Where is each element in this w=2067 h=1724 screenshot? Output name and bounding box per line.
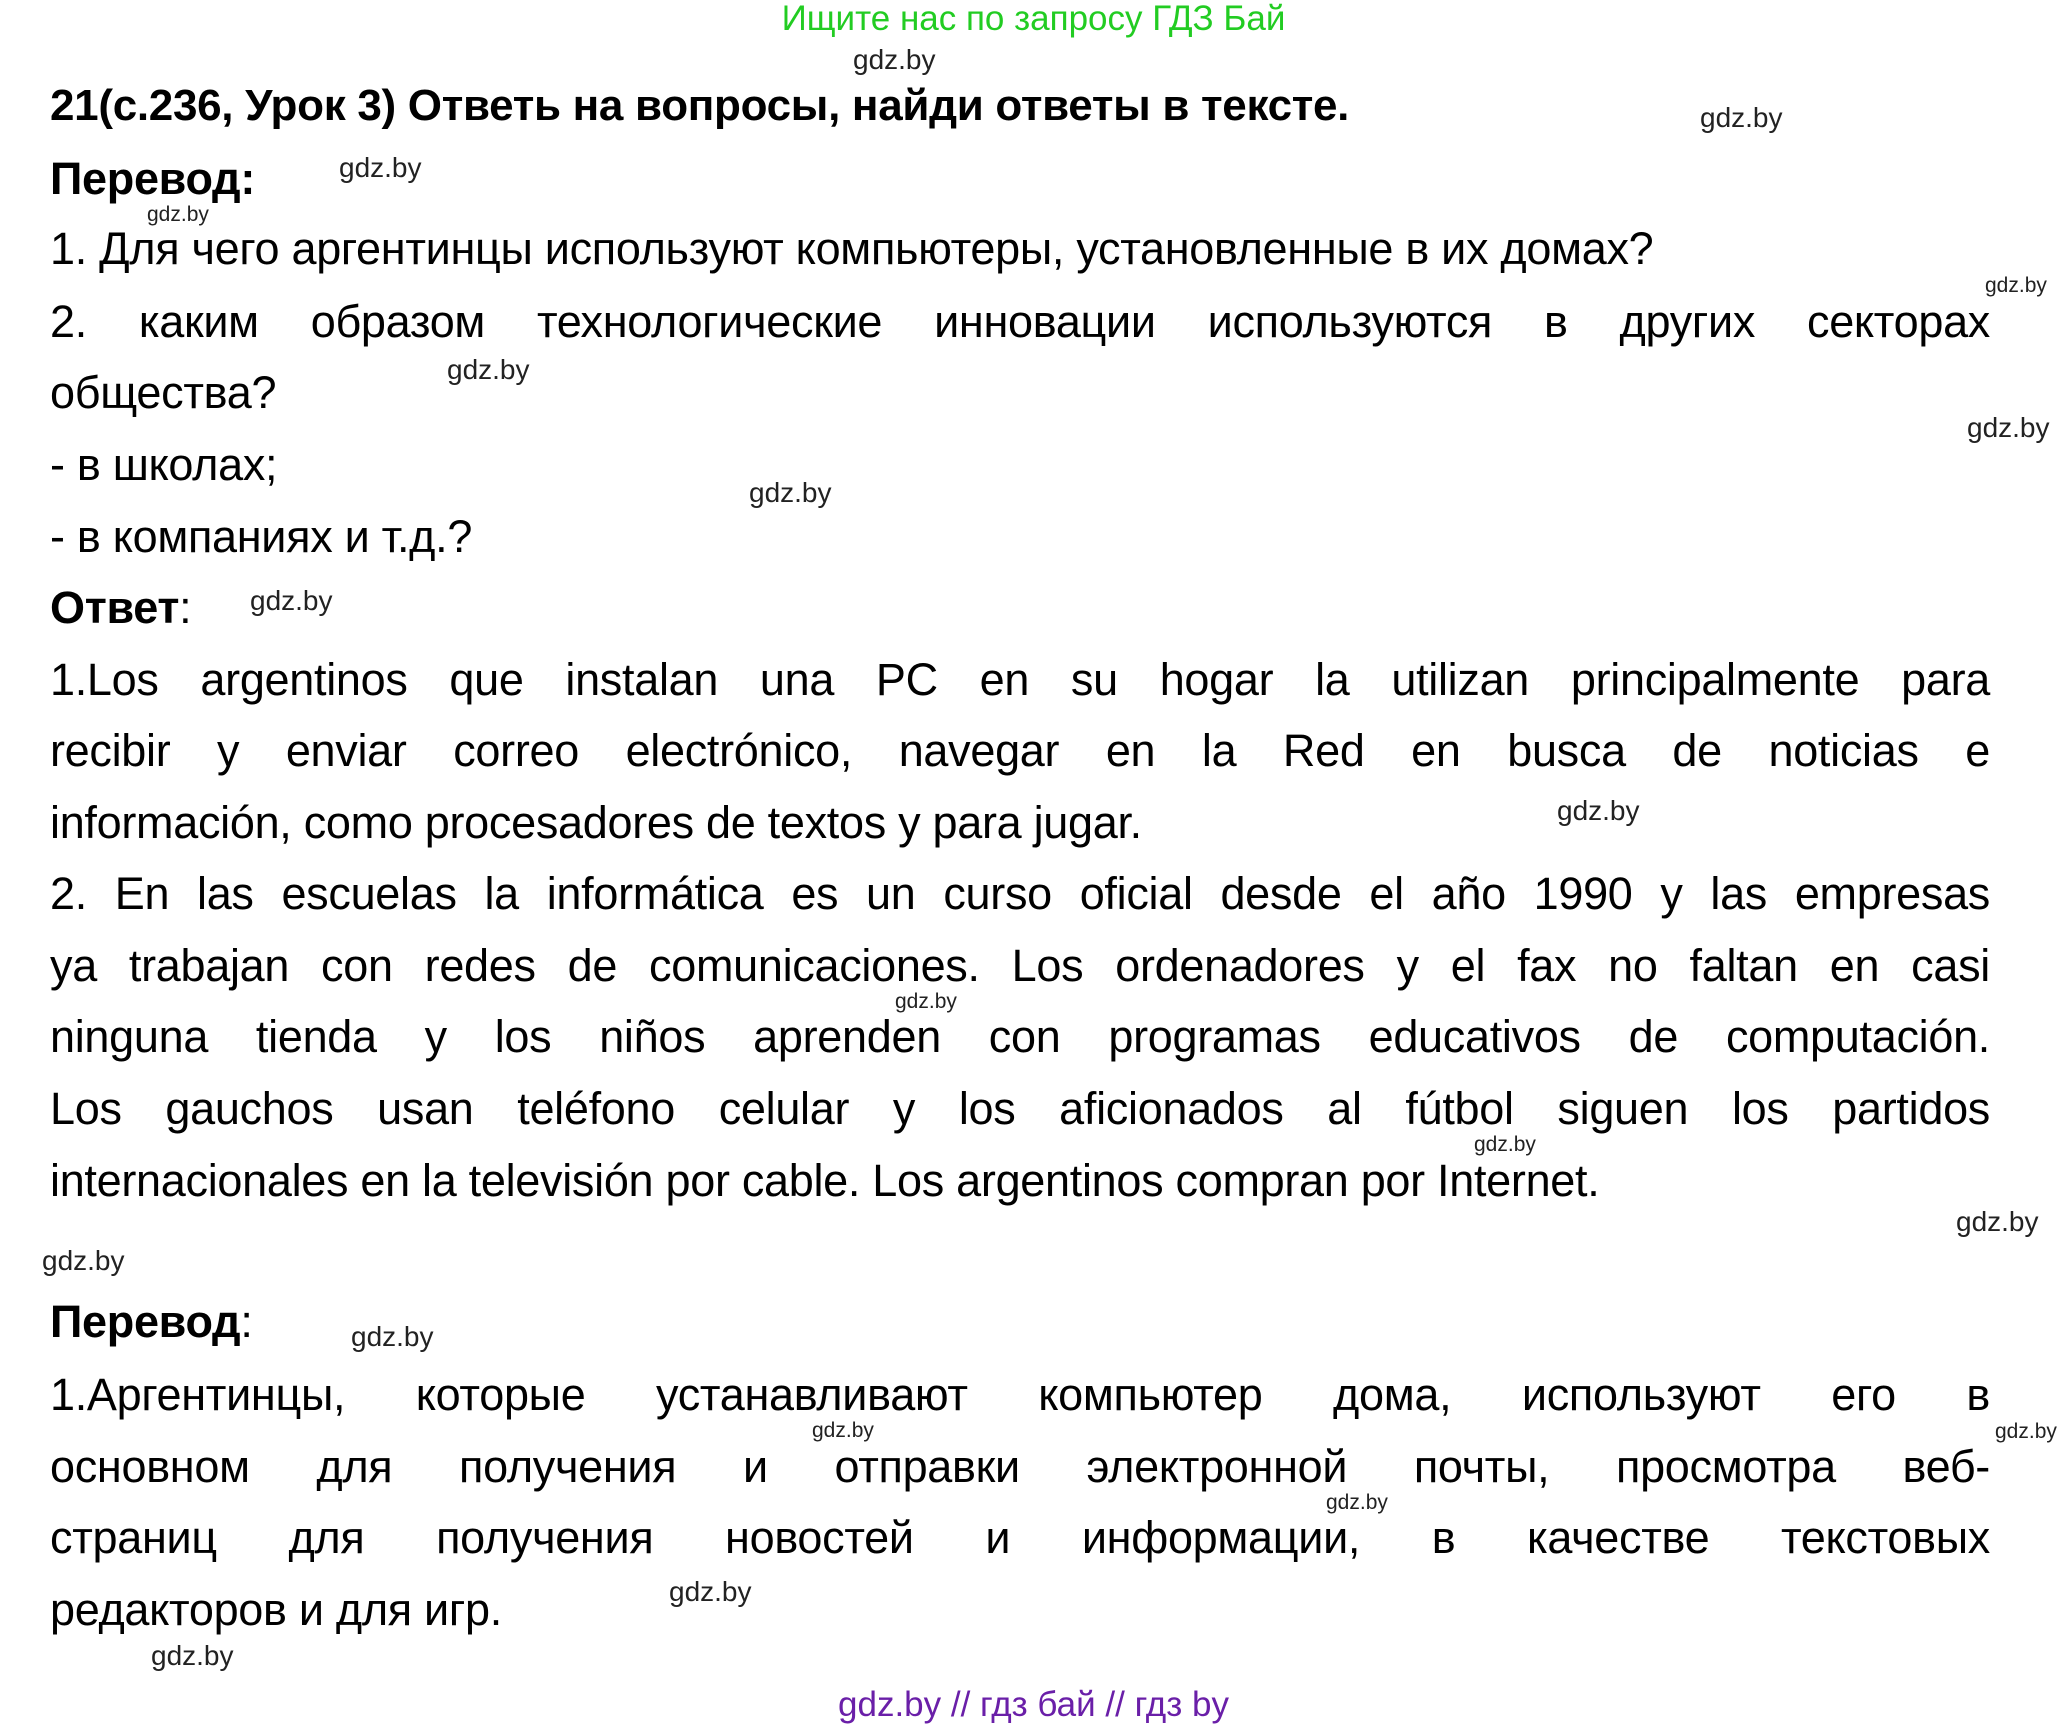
watermark: gdz.by (1956, 1206, 2039, 1237)
watermark: gdz.by (1995, 1420, 2057, 1443)
watermark: gdz.by (351, 1321, 434, 1352)
translation-2-label: Перевод (50, 1296, 241, 1347)
translation-2-colon: : (240, 1296, 253, 1347)
watermark: gdz.by (1967, 412, 2050, 443)
watermark: gdz.by (749, 477, 832, 508)
answer-line: información, como procesadores de textos y para jugar. (50, 797, 1142, 848)
watermark: gdz.by (669, 1576, 752, 1607)
question-line: общества? (50, 367, 277, 418)
translation-line: 1.Аргентинцы, которые устанавливают компьютер дома, используют его в (50, 1369, 1990, 1420)
answer-line: Los gauchos usan teléfono celular y los aficionados al fútbol siguen los partidos (50, 1083, 1990, 1134)
watermark: gdz.by (447, 354, 530, 385)
translation-line: основном для получения и отправки электронной почты, просмотра веб- (50, 1441, 1990, 1492)
translation-line: редакторов и для игр. (50, 1584, 502, 1635)
watermark: gdz.by (895, 990, 957, 1013)
answer-line: 2. En las escuelas la informática es un curso oficial desde el año 1990 y las empresas (50, 868, 1990, 919)
header-banner: Ищите нас по запросу ГДЗ Бай (781, 0, 1286, 38)
answer-line: ya trabajan con redes de comunicaciones. Los ordenadores y el fax no faltan en casi (50, 940, 1990, 991)
question-line: - в школах; (50, 439, 278, 490)
answer-line: 1.Los argentinos que instalan una PC en su hogar la utilizan principalmente para (50, 654, 1990, 705)
answer-line: ninguna tienda y los niños aprenden con programas educativos de computación. (50, 1011, 1990, 1062)
watermark: gdz.by (1700, 102, 1783, 133)
answer-colon: : (179, 582, 192, 633)
task-title: 21(с.236, Урок 3) Ответь на вопросы, найди ответы в тексте. (50, 81, 1350, 130)
translation-2-heading (50, 1298, 253, 1346)
watermark: gdz.by (1985, 274, 2047, 297)
footer-links: gdz.by // гдз бай // гдз by (838, 1685, 1229, 1724)
question-line: - в компаниях и т.д.? (50, 511, 473, 562)
translation-line: страниц для получения новостей и информации, в качестве текстовых (50, 1512, 1990, 1563)
translation-heading: Перевод: (50, 153, 255, 204)
answer-label: Ответ (50, 582, 180, 633)
watermark: gdz.by (1474, 1133, 1536, 1156)
watermark: gdz.by (151, 1640, 234, 1671)
watermark: gdz.by (339, 152, 422, 183)
watermark: gdz.by (147, 203, 209, 226)
watermark: gdz.by (42, 1245, 125, 1276)
answer-heading (50, 584, 191, 632)
watermark: gdz.by (812, 1419, 874, 1442)
watermark: gdz.by (1557, 795, 1640, 826)
watermark: gdz.by (250, 585, 333, 616)
question-line: 1. Для чего аргентинцы используют компьютеры, установленные в их домах? (50, 223, 1654, 274)
question-line: 2. каким образом технологические инновации используются в других секторах (50, 296, 1990, 347)
watermark: gdz.by (853, 44, 936, 75)
answer-line: internacionales en la televisión por cable. Los argentinos compran por Internet. (50, 1155, 1600, 1206)
answer-line: recibir y enviar correo electrónico, navegar en la Red en busca de noticias e (50, 725, 1990, 776)
watermark: gdz.by (1326, 1491, 1388, 1514)
